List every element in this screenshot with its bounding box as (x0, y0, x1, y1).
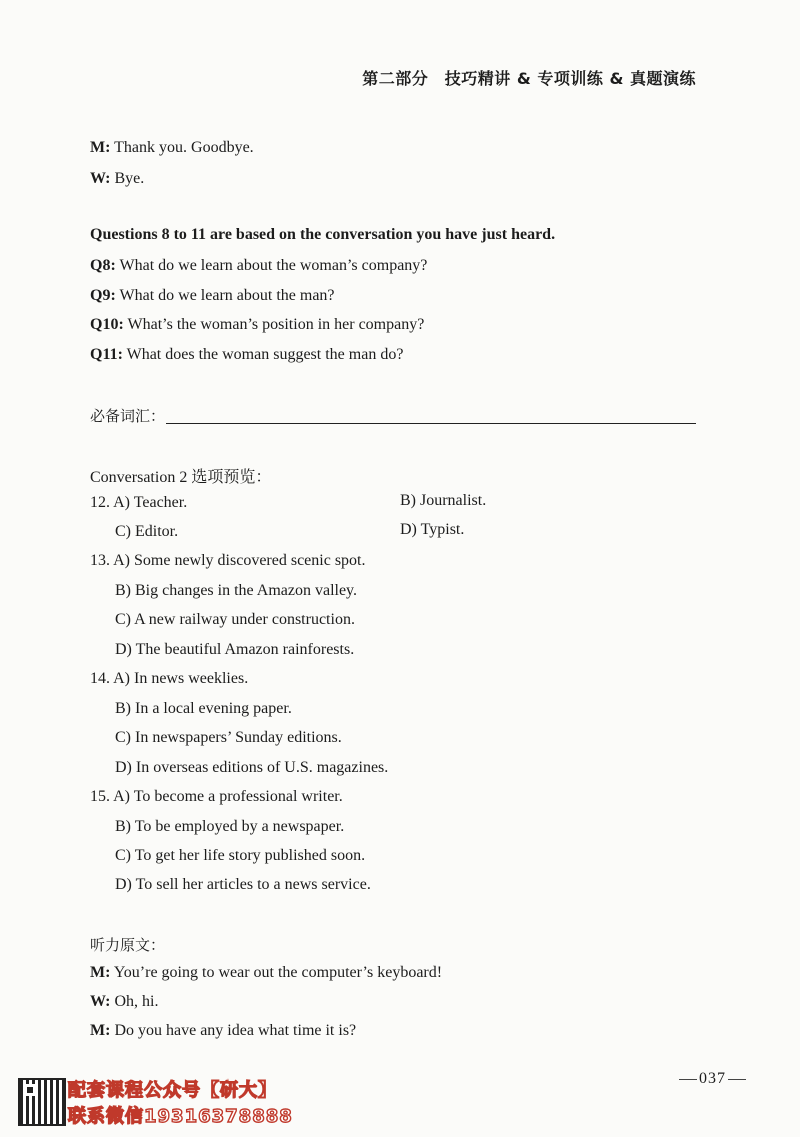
option-15a: 15. A) To become a professional writer. (90, 788, 343, 805)
utterance: Oh, hi. (110, 993, 159, 1010)
vocab-label: 必备词汇： (90, 407, 166, 425)
transcript-line (90, 1022, 356, 1040)
dialog-line (90, 139, 254, 157)
question-number: Q9: (90, 287, 116, 304)
question-number: Q10: (90, 316, 124, 333)
question-text: What’s the woman’s position in her company? (123, 316, 425, 333)
promo-footer (18, 1078, 318, 1128)
option-13d: D) The beautiful Amazon rainforests. (115, 641, 355, 658)
vocab-blank-line (166, 423, 696, 424)
page-header: 第二部分 技巧精讲 & 专项训练 & 真题演练 (362, 69, 696, 88)
option-14a: 14. A) In news weeklies. (90, 670, 249, 687)
promo-line-1: 配套课程公众号【研大】 (68, 1080, 277, 1101)
utterance: You’re going to wear out the computer’s keyboard! (110, 964, 443, 981)
option-13c: C) A new railway under construction. (115, 611, 355, 628)
speaker: M: (90, 964, 111, 981)
speaker: W: (90, 993, 111, 1010)
option-14d: D) In overseas editions of U.S. magazines. (115, 759, 389, 776)
option-12c: C) Editor. (115, 523, 179, 540)
transcript-label: 听力原文： (90, 936, 166, 954)
question-line (90, 257, 427, 275)
option-14c: C) In newspapers’ Sunday editions. (115, 729, 342, 746)
speaker: M: (90, 139, 111, 156)
speaker: M: (90, 1022, 111, 1039)
utterance: Bye. (110, 170, 145, 187)
question-text: What do we learn about the man? (115, 287, 335, 304)
page-number: 037 (699, 1070, 726, 1087)
question-text: What does the woman suggest the man do? (122, 346, 404, 363)
qr-code-icon (18, 1078, 66, 1126)
utterance: Thank you. Goodbye. (110, 139, 254, 156)
option-15c: C) To get her life story published soon. (115, 847, 366, 864)
option-12b: B) Journalist. (400, 492, 487, 509)
dialog-line (90, 170, 144, 188)
preview-label-text: Conversation 2 选项预览： (90, 469, 272, 486)
question-text: What do we learn about the woman’s company? (115, 257, 428, 274)
question-line (90, 287, 335, 305)
promo-line-2: 联系微信19316378888 (68, 1106, 293, 1127)
question-line (90, 316, 424, 334)
option-12d: D) Typist. (400, 521, 465, 538)
questions-intro: Questions 8 to 11 are based on the conversation you have just heard. (90, 226, 556, 243)
option-15b: B) To be employed by a newspaper. (115, 818, 345, 835)
option-13a: 13. A) Some newly discovered scenic spot. (90, 552, 366, 569)
preview-label (90, 464, 271, 487)
utterance: Do you have any idea what time it is? (110, 1022, 357, 1039)
speaker: W: (90, 170, 111, 187)
option-13b: B) Big changes in the Amazon valley. (115, 582, 358, 599)
question-line (90, 346, 403, 364)
option-15d: D) To sell her articles to a news service. (115, 876, 371, 893)
option-14b: B) In a local evening paper. (115, 700, 292, 717)
question-number: Q8: (90, 257, 116, 274)
transcript-line (90, 964, 442, 982)
question-number: Q11: (90, 346, 123, 363)
transcript-line (90, 993, 158, 1011)
option-12a: 12. A) Teacher. (90, 494, 188, 511)
